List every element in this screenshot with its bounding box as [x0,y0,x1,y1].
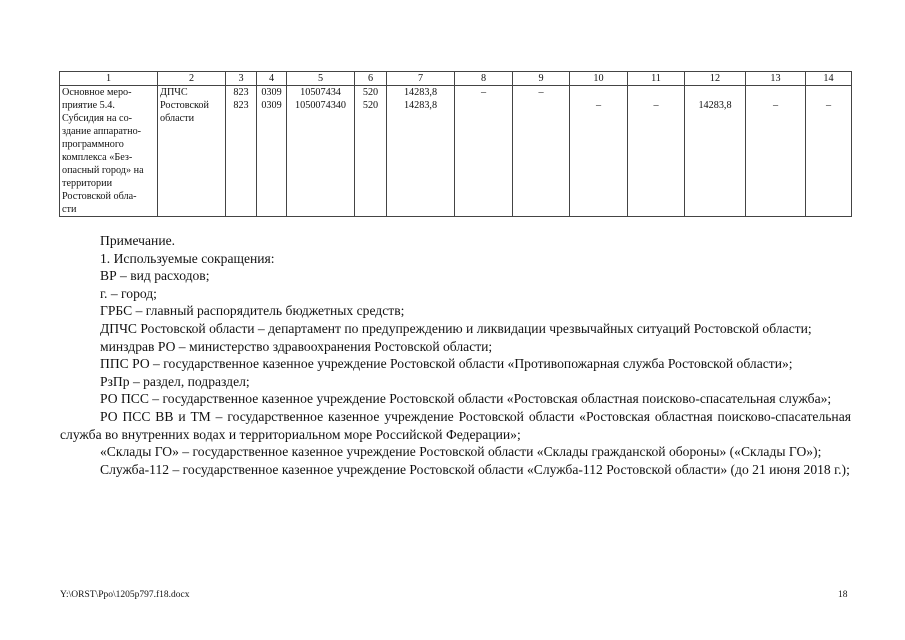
note-heading: Примечание. [100,233,176,248]
table-header-row [60,72,852,86]
note-line: Служба-112 – государственное казенное учреждение Ростовской области «Служба-112 Ростовской области» (до 21 июня 2018 г.); [100,461,850,477]
column-number: 13 [746,72,806,86]
year-cell-12: 14283,8 [685,86,746,217]
column-number: 8 [455,72,513,86]
column-number: 2 [158,72,226,86]
measure-name-cell: Основное меро- приятие 5.4. Субсидия на со- здание аппаратно- программного комплекса «Без- опасный город» на территории Ростовской обла- сти [60,86,158,217]
note-line: «Склады ГО» – государственное казенное учреждение Ростовской области «Склады гражданской обороны» («Склады ГО»); [100,444,822,460]
csr-cell: 10507434 1050074340 [287,86,355,217]
executor-cell: ДПЧС Ростовской области [158,86,226,217]
year-cell-10: – [570,86,628,217]
column-number: 9 [513,72,570,86]
column-number: 3 [226,72,257,86]
budget-table [59,71,852,217]
note-line: минздрав РО – министерство здравоохранения Ростовской области; [100,338,493,354]
column-number: 4 [257,72,287,86]
total-cell: 14283,8 14283,8 [387,86,455,217]
note-line: 1. Используемые сокращения: [100,250,275,266]
page-number: 18 [838,590,848,600]
table-row [60,86,852,217]
note-line: РО ПСС – государственное казенное учреждение Ростовской области «Ростовская областная поисково-спасательная служба»; [100,391,832,407]
year-cell-14: – [806,86,852,217]
year-cell-9: – [513,86,570,217]
document-file-path: Y:\ORST\Ppo\1205p797.f18.docx [60,590,190,600]
note-line: РзПр – раздел, подраздел; [100,373,250,389]
note-line: ВР – вид расходов; [100,268,210,284]
vr-cell: 520 520 [355,86,387,217]
year-cell-8: – [455,86,513,217]
year-cell-13: – [746,86,806,217]
column-number: 7 [387,72,455,86]
rzpr-cell: 0309 0309 [257,86,287,217]
column-number: 10 [570,72,628,86]
column-number: 11 [628,72,685,86]
column-number: 14 [806,72,852,86]
note-line: ГРБС – главный распорядитель бюджетных средств; [100,303,405,319]
abbreviations-notes [60,232,851,478]
note-line: ППС РО – государственное казенное учреждение Ростовской области «Противопожарная служба Ростовской области»; [100,356,793,372]
column-number: 6 [355,72,387,86]
column-number: 1 [60,72,158,86]
grbs-cell: 823 823 [226,86,257,217]
note-line: РО ПСС ВВ и ТМ – государственное казенное учреждение Ростовской области «Ростовская областная поисково-спасательная служба во внутренних водах и территориальном море Российской Федерации»; [60,408,851,442]
year-cell-11: – [628,86,685,217]
column-number: 5 [287,72,355,86]
note-line: ДПЧС Ростовской области – департамент по предупреждению и ликвидации чрезвычайных ситуаций Ростовской области; [100,320,812,336]
column-number: 12 [685,72,746,86]
note-line: г. – город; [100,285,157,301]
